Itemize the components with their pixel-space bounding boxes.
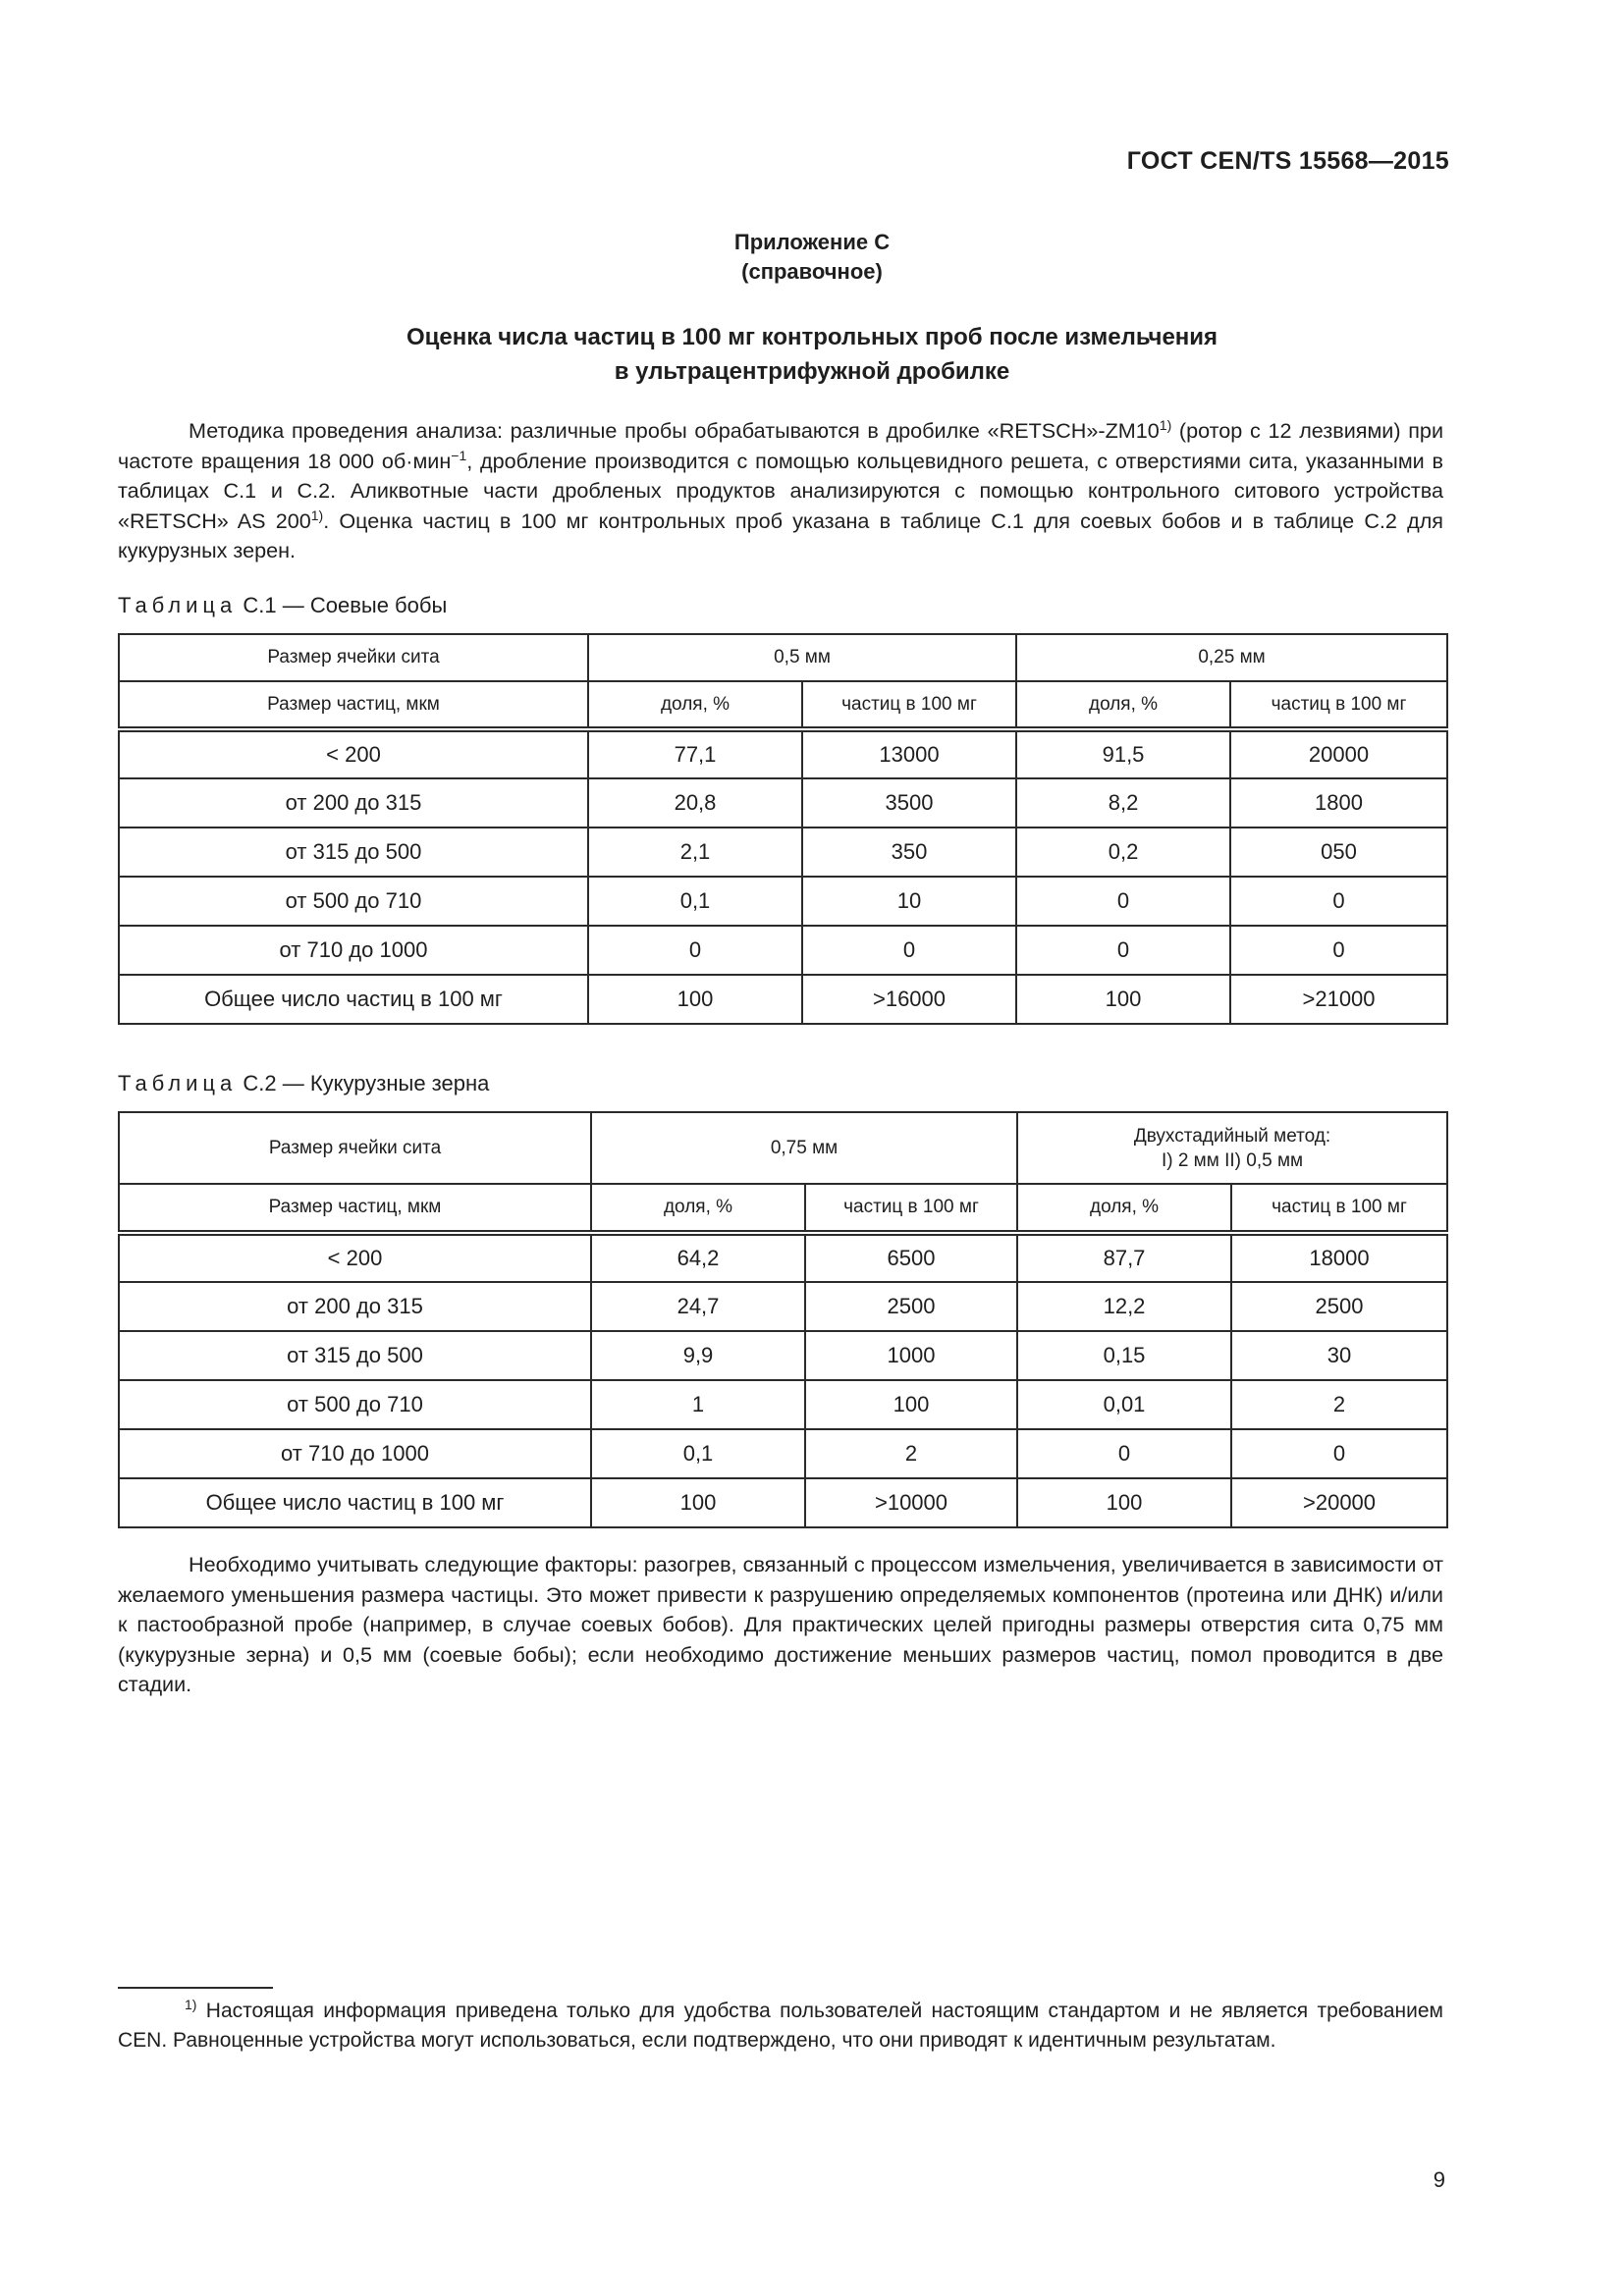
header-cell-line: Двухстадийный метод: [1133, 1125, 1331, 1147]
footnote-divider [118, 1987, 273, 1989]
table-cell: 20,8 [588, 778, 802, 828]
table-cell: 1 [591, 1380, 805, 1429]
table-row [119, 778, 1447, 828]
table-cell: 2500 [805, 1282, 1017, 1331]
header-cell: Размер частиц, мкм [119, 681, 588, 729]
annex-title-line2: в ультрацентрифужной дробилке [614, 358, 1010, 385]
table-cell: 10 [802, 877, 1016, 926]
intro-text-3: , дробление производится с помощью кольцевидного решета, с отверстиями сита, указанными в таблицах С.1 и С.2. Аликвотные части дробленых продуктов анализируются с помощью контрольного ситового устройства «RETSCH» AS 200 [118, 448, 1443, 533]
table-cell: 100 [1017, 1478, 1231, 1527]
table-cell: 6500 [805, 1233, 1017, 1282]
header-cell: Размер ячейки сита [119, 1112, 591, 1184]
table-cell: от 500 до 710 [119, 1380, 591, 1429]
intro-text-1: Методика проведения анализа: различные пробы обрабатываются в дробилке «RETSCH»-ZM10 [189, 418, 1160, 443]
table2-caption-text: С.2 — Кукурузные зерна [237, 1071, 490, 1095]
table1-caption-word: Таблица [118, 593, 238, 617]
footnote-marker: 1) [185, 1997, 197, 2012]
table-row [119, 926, 1447, 975]
header-cell: 0,5 мм [588, 634, 1016, 681]
table-row [119, 1429, 1447, 1478]
annex-label: Приложение С [733, 230, 891, 254]
table2-caption [118, 1071, 489, 1096]
table-cell: 100 [1016, 975, 1230, 1024]
table-cell: Общее число частиц в 100 мг [119, 975, 588, 1024]
table-cell: 0 [1016, 877, 1230, 926]
table-maize [118, 1111, 1448, 1528]
table-cell: < 200 [119, 729, 588, 778]
closing-text: Необходимо учитывать следующие факторы: разогрев, связанный с процессом измельчения, увеличивается в зависимости от желаемого уменьшения размера частицы. Это может привести к разрушению определяемых компонентов (протеина или ДНК) и/или к пастообразной пробе (например, в случае соевых бобов). Для практических целей пригодны размеры отверстия сита 0,75 мм (кукурузные зерна) и 0,5 мм (соевые бобы); если необходимо достижение меньших размеров частиц, помол проводится в две стадии. [118, 1552, 1443, 1696]
table-cell: 0 [1016, 926, 1230, 975]
intro-text-4: . Оценка частиц в 100 мг контрольных проб указана в таблице С.1 для соевых бобов и в таблице С.2 для кукурузных зерен. [118, 507, 1443, 562]
table-cell: 0 [588, 926, 802, 975]
table-cell: 91,5 [1016, 729, 1230, 778]
header-cell: 0,25 мм [1016, 634, 1447, 681]
table-cell: от 200 до 315 [119, 778, 588, 828]
table-cell: 0,01 [1017, 1380, 1231, 1429]
table-cell: 64,2 [591, 1233, 805, 1282]
table-cell: >16000 [802, 975, 1016, 1024]
table-cell: 3500 [802, 778, 1016, 828]
table-cell: 0,2 [1016, 828, 1230, 877]
table1-caption [118, 593, 447, 618]
table1-header-row-1 [119, 634, 1447, 681]
table-cell: от 710 до 1000 [119, 1429, 591, 1478]
footnote [118, 1997, 1443, 2055]
intro-text-2: (ротор с 12 лезвиями) при частоте вращения 18 000 об·мин [118, 418, 1443, 473]
table-cell: 0 [1230, 926, 1447, 975]
table-cell: 0 [1230, 877, 1447, 926]
table-cell: 100 [588, 975, 802, 1024]
table-cell: 0 [802, 926, 1016, 975]
annex-heading [0, 228, 1624, 287]
table-cell: 2 [1231, 1380, 1447, 1429]
table1-caption-text: С.1 — Соевые бобы [237, 593, 448, 617]
table-cell: от 710 до 1000 [119, 926, 588, 975]
table-cell: 18000 [1231, 1233, 1447, 1282]
header-cell-line: I) 2 мм II) 0,5 мм [1161, 1149, 1304, 1171]
footnote-text: Настоящая информация приведена только для удобства пользователей настоящим стандартом и не является требованием CEN. Равноценные устройства могут использоваться, если подтверждено, что они приводят к идентичным результатам. [118, 2000, 1443, 2052]
standard-code: ГОСТ CEN/TS 15568—2015 [1126, 147, 1449, 175]
table-row [119, 729, 1447, 778]
table2-caption-word: Таблица [118, 1071, 238, 1095]
header-cell: 0,75 мм [591, 1112, 1017, 1184]
header-cell: доля, % [588, 681, 802, 729]
table-cell: 0,15 [1017, 1331, 1231, 1380]
table-cell: 0 [1017, 1429, 1231, 1478]
table-cell: 77,1 [588, 729, 802, 778]
table-soybeans [118, 633, 1448, 1025]
table-cell: 24,7 [591, 1282, 805, 1331]
table-cell: 13000 [802, 729, 1016, 778]
exponent: −1 [451, 447, 467, 463]
table-cell: 12,2 [1017, 1282, 1231, 1331]
header-cell [1017, 1112, 1447, 1184]
table-cell: >21000 [1230, 975, 1447, 1024]
header-cell: частиц в 100 мг [802, 681, 1016, 729]
header-cell: доля, % [1017, 1184, 1231, 1233]
table-cell: от 200 до 315 [119, 1282, 591, 1331]
header-cell: доля, % [591, 1184, 805, 1233]
table-cell: 100 [591, 1478, 805, 1527]
table-cell: 2500 [1231, 1282, 1447, 1331]
table-total-row [119, 975, 1447, 1024]
table-cell: 0,1 [591, 1429, 805, 1478]
table-cell: 100 [805, 1380, 1017, 1429]
table-cell: от 315 до 500 [119, 828, 588, 877]
annex-title [0, 320, 1624, 389]
table-cell: от 315 до 500 [119, 1331, 591, 1380]
closing-paragraph [118, 1550, 1443, 1700]
table-row [119, 1331, 1447, 1380]
annex-status: (справочное) [741, 259, 883, 284]
table-row [119, 1282, 1447, 1331]
table-cell: 2 [805, 1429, 1017, 1478]
table-cell: 0,1 [588, 877, 802, 926]
table2-header-row-2 [119, 1184, 1447, 1233]
footnote-ref: 1) [310, 507, 324, 523]
header-cell: частиц в 100 мг [805, 1184, 1017, 1233]
table-cell: Общее число частиц в 100 мг [119, 1478, 591, 1527]
table-total-row [119, 1478, 1447, 1527]
table2-header-row-1 [119, 1112, 1447, 1184]
table-cell: 1800 [1230, 778, 1447, 828]
table-row [119, 1233, 1447, 1282]
table-cell: 9,9 [591, 1331, 805, 1380]
table-cell: 30 [1231, 1331, 1447, 1380]
header-cell: Размер частиц, мкм [119, 1184, 591, 1233]
header-cell: частиц в 100 мг [1231, 1184, 1447, 1233]
intro-paragraph [118, 416, 1443, 566]
table-cell: от 500 до 710 [119, 877, 588, 926]
table-cell: 350 [802, 828, 1016, 877]
footnote-ref: 1) [1159, 417, 1172, 433]
table-cell: 050 [1230, 828, 1447, 877]
table-cell: 0 [1231, 1429, 1447, 1478]
table-cell: 20000 [1230, 729, 1447, 778]
table-cell: < 200 [119, 1233, 591, 1282]
table-cell: 2,1 [588, 828, 802, 877]
page-number: 9 [1433, 2167, 1445, 2192]
table-cell: 87,7 [1017, 1233, 1231, 1282]
table-cell: >10000 [805, 1478, 1017, 1527]
table-cell: 1000 [805, 1331, 1017, 1380]
table-row [119, 877, 1447, 926]
annex-title-line1: Оценка числа частиц в 100 мг контрольных проб после измельчения [406, 324, 1218, 350]
header-cell: частиц в 100 мг [1230, 681, 1447, 729]
table-cell: 8,2 [1016, 778, 1230, 828]
header-cell: Размер ячейки сита [119, 634, 588, 681]
table1-header-row-2 [119, 681, 1447, 729]
header-cell: доля, % [1016, 681, 1230, 729]
table-cell: >20000 [1231, 1478, 1447, 1527]
table-row [119, 828, 1447, 877]
table-row [119, 1380, 1447, 1429]
